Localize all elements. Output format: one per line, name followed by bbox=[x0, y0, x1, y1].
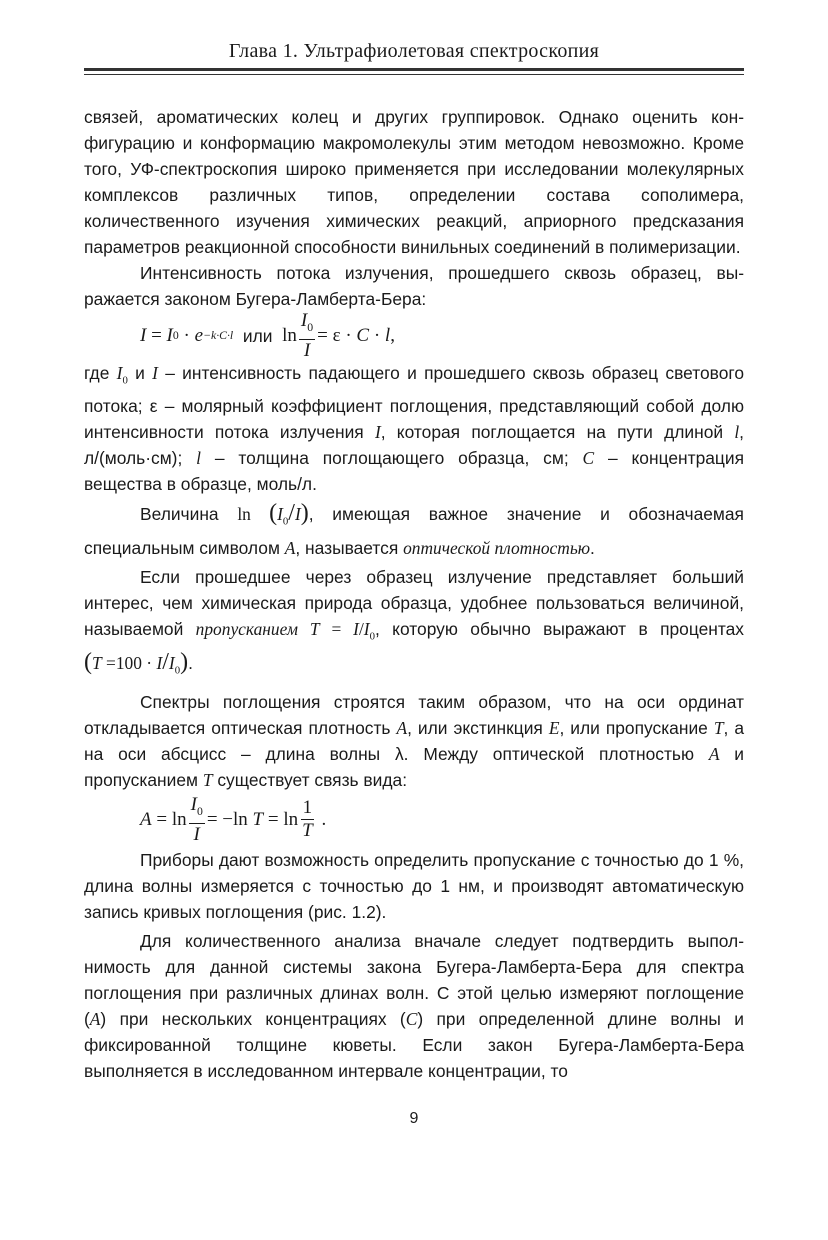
paragraph-1: связей, ароматических колец и других группировок. Однако оценить конфигурацию и конформацию макромолекулы этим методом невозможно. Кроме того, УФ-спектроскопия широко применяется при исследовании молекулярных комплексов различных типов, определении состава сополимера, количественного изучения химических реакций, априорного предсказания параметров реакционной способности винильных соединений в полимеризации. bbox=[84, 107, 744, 257]
fraction-i0-over-i: $\frac{I_0}{I}$ bbox=[190, 793, 203, 845]
page-body bbox=[84, 104, 744, 1084]
term-optical-density: оптической плотностью bbox=[403, 537, 590, 558]
formula-bouguer-lambert-beer: I = I 0 · e −k·C·l или ln $\frac{I_0}{I}$ = ε · C · l , bbox=[140, 310, 395, 361]
paragraph-5: Если прошедшее через образец излучение представляет больший интерес, чем химическая природа образца, удобнее пользоваться величиной, называемой пропусканием $T = I/I_0$, которую обычно выражают в процентах $(T =100 \cdot I/I_0)$. bbox=[84, 566, 745, 677]
running-header: Глава 1. Ультрафиолетовая спектроскопия bbox=[228, 40, 600, 62]
page-number: 9 bbox=[409, 1110, 419, 1127]
term-transmittance: пропусканием bbox=[195, 618, 298, 639]
header-rule-thin bbox=[84, 74, 744, 75]
paragraph-2: Интенсивность потока излучения, прошедшего сквозь образец, выражается законом Бугера-Ламберта-Бера: bbox=[84, 263, 744, 309]
or-word: или bbox=[242, 326, 273, 346]
fraction-i0-over-i: $\frac{I_0}{I}$ bbox=[300, 310, 314, 361]
formula-absorbance-transmittance: A = ln $\frac{I_0}{I}$ = − ln T = ln $\frac{1}{T}$ . bbox=[140, 793, 327, 845]
fraction-one-over-t: $\frac{1}{T}$ bbox=[302, 797, 313, 842]
paragraph-8: Для количественного анализа вначале следует подтвердить выполнимость для данной системы закона Бугера-Ламберта-Бера для спектра поглощения при различных длинах волн. С этой целью измеряют поглощение (A) при нескольких концентрациях (C) при определенной длине волны и фиксированной толщине кюветы. Если закон Бугера-Ламберта-Бера выполняется в исследованном интервале концентрации, то bbox=[84, 930, 744, 1081]
paragraph-4: Величина $\ln (I_0/I)$, имеющая важное значение и обозначаемая специальным символом A, называется оптической плотностью. bbox=[84, 500, 744, 558]
paragraph-7: Приборы дают возможность определить пропускание с точностью до 1 %, длина волны измеряется с точностью до 1 нм, и производят автоматическую запись кривых поглощения (рис. 1.2). bbox=[84, 849, 744, 922]
header-rule-thick bbox=[84, 68, 744, 71]
paragraph-6: Спектры поглощения строятся таким образом, что на оси ординат откладывается оптическая плотность A, или экстинкция E, или пропускание T, а на оси абсцисс – длина волны λ. Между оптической плотностью A и пропусканием T существует связь вида: bbox=[84, 691, 744, 790]
paragraph-3: где $I_0$ и I – интенсивность падающего и прошедшего сквозь образец светового потока; ε – молярный коэффициент поглощения, представляющий собой долю интенсивности потока излучения I, которая поглощается на пути длиной l, л/(моль·см); l – толщина поглощающего образца, см; C – концентрация вещества в образце, моль/л. bbox=[84, 363, 745, 495]
